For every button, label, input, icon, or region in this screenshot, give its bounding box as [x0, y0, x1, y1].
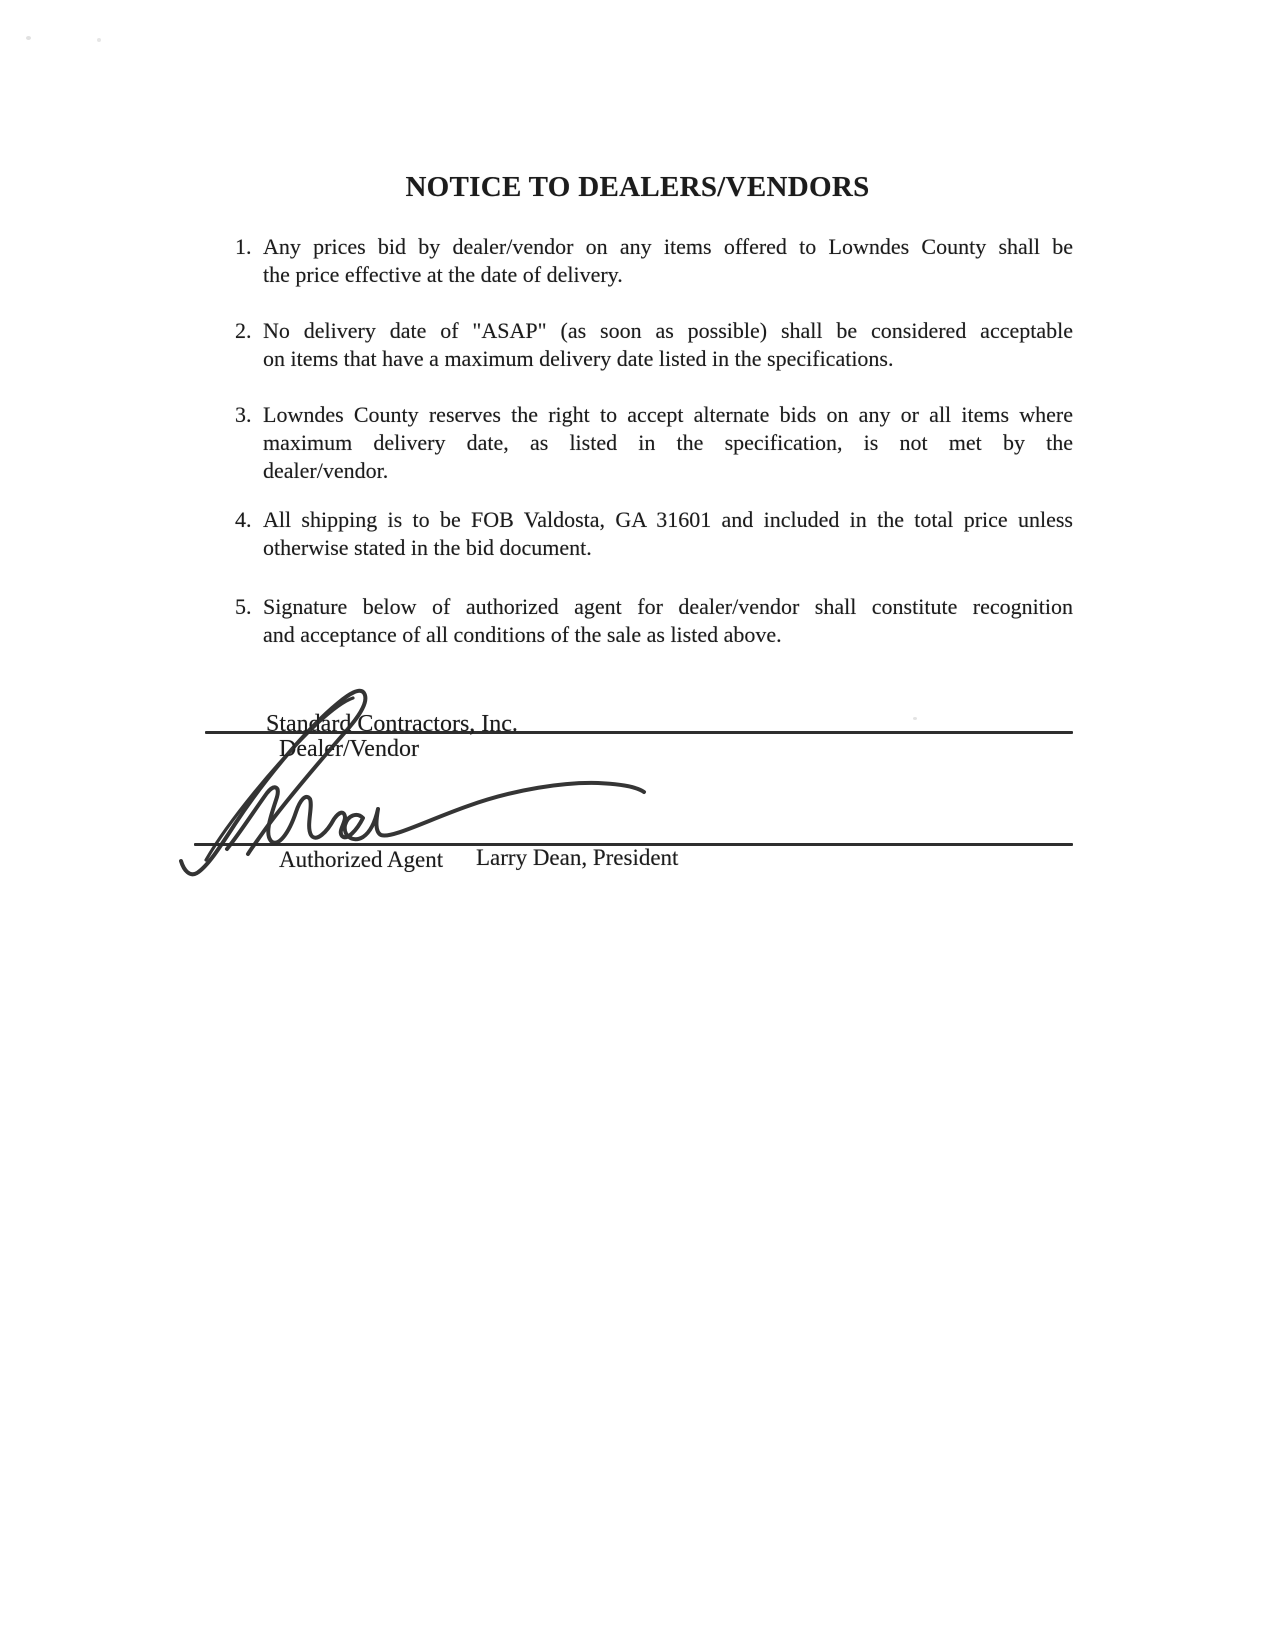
list-item-text	[263, 506, 1073, 562]
list-item-number: 4.	[235, 507, 252, 532]
text-line: dealer/vendor.	[263, 458, 389, 483]
dealer-vendor-label: Dealer/Vendor	[279, 736, 419, 762]
scan-speck	[913, 717, 917, 720]
notice-item-4	[235, 506, 1073, 562]
scan-speck	[97, 38, 101, 42]
list-item-number: 1.	[235, 234, 252, 259]
page-title: NOTICE TO DEALERS/VENDORS	[405, 171, 870, 203]
text-line: on items that have a maximum delivery date listed in the specifications.	[263, 346, 894, 371]
list-item-text	[263, 401, 1073, 485]
list-item-number: 3.	[235, 402, 252, 427]
handwritten-signature	[150, 640, 700, 900]
text-line: Signature below of authorized agent for dealer/vendor shall constitute recognition	[263, 594, 1073, 619]
text-line: Lowndes County reserves the right to accept alternate bids on any or all items where	[263, 402, 1073, 427]
notice-item-1	[235, 233, 1073, 289]
scan-speck	[26, 36, 31, 40]
authorized-agent-label: Authorized Agent	[279, 847, 444, 872]
dealer-vendor-name: Standard Contractors, Inc.	[266, 711, 518, 737]
list-item-text	[263, 233, 1073, 289]
text-line: otherwise stated in the bid document.	[263, 535, 592, 560]
text-line: maximum delivery date, as listed in the specification, is not met by the	[263, 430, 1073, 455]
notice-item-2	[235, 317, 1073, 373]
text-line: No delivery date of "ASAP" (as soon as possible) shall be considered acceptable	[263, 318, 1073, 343]
text-line: All shipping is to be FOB Valdosta, GA 31601 and included in the total price unless	[263, 507, 1073, 532]
text-line: Any prices bid by dealer/vendor on any items offered to Lowndes County shall be	[263, 234, 1073, 259]
list-item-number: 5.	[235, 594, 252, 619]
list-item-text	[263, 317, 1073, 373]
text-line: and acceptance of all conditions of the sale as listed above.	[263, 622, 782, 647]
agent-name-title: Larry Dean, President	[476, 845, 679, 870]
text-line: the price effective at the date of delivery.	[263, 262, 623, 287]
notice-item-3	[235, 401, 1073, 485]
list-item-number: 2.	[235, 318, 252, 343]
